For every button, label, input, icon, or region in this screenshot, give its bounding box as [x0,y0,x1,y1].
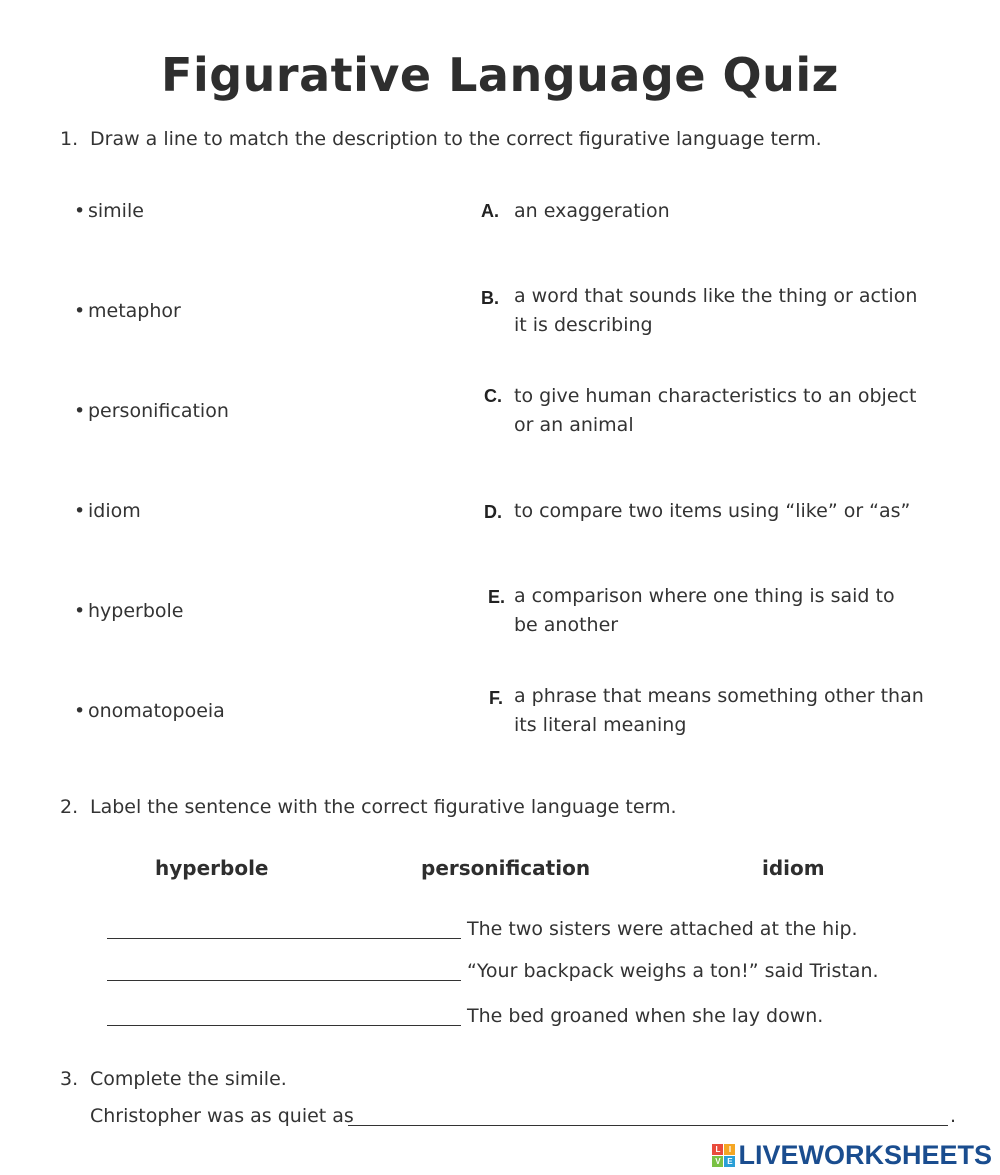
definition-item[interactable]: a phrase that means something other than its literal meaning [514,685,924,736]
answer-line[interactable] [107,938,461,939]
sentence: The bed groaned when she lay down. [467,1005,824,1027]
question-3 [60,1068,287,1090]
sentence: The two sisters were attached at the hip. [467,918,858,940]
question-2 [60,796,677,818]
question-prompt: Draw a line to match the description to the correct figurative language term. [90,128,822,150]
definition-letter: F. [489,688,504,708]
definition-letter: C. [484,386,502,406]
question-number: 2. [60,796,79,818]
definition-item[interactable]: a comparison where one thing is said to be another [514,585,895,636]
page-title: Figurative Language Quiz [161,48,839,102]
definition-letter: B. [481,288,499,308]
term-label: personification [88,400,229,422]
simile-answer-line[interactable] [348,1125,948,1126]
term-item[interactable]: • personification [74,400,229,422]
term-item[interactable]: • onomatopoeia [74,700,225,722]
term-label: hyperbole [88,600,184,622]
definition-item[interactable]: to give human characteristics to an object or an animal [514,385,917,436]
term-item[interactable]: • idiom [74,500,141,522]
answer-line[interactable] [107,1025,461,1026]
liveworksheets-logo-icon: L I V E [712,1144,735,1167]
liveworksheets-watermark [712,1140,992,1171]
question-prompt: Complete the simile. [90,1068,287,1090]
definition-letter: A. [481,201,499,221]
term-label: idiom [88,500,141,522]
definition-item[interactable]: an exaggeration [514,200,670,222]
word-bank-item: personification [421,856,591,880]
term-item[interactable]: • hyperbole [74,600,184,622]
definition-letter: E. [488,587,506,607]
term-label: metaphor [88,300,181,322]
word-bank-item: hyperbole [155,856,269,880]
term-label: simile [88,200,144,222]
answer-line[interactable] [107,980,461,981]
question-1 [60,128,822,150]
definition-letter: D. [484,502,502,522]
word-bank-item: idiom [762,856,825,880]
term-item[interactable]: • metaphor [74,300,181,322]
definition-item[interactable]: to compare two items using “like” or “as” [514,500,911,522]
question-prompt: Label the sentence with the correct figurative language term. [90,796,677,818]
question-number: 3. [60,1068,79,1090]
term-item[interactable]: • simile [74,200,144,222]
term-label: onomatopoeia [88,700,225,722]
sentence: “Your backpack weighs a ton!” said Tristan. [467,960,879,982]
watermark-text: LIVEWORKSHEETS [738,1140,992,1170]
sentence-end: . [950,1105,957,1127]
simile-sentence: Christopher was as quiet as [90,1105,354,1127]
question-number: 1. [60,128,79,150]
definition-item[interactable]: a word that sounds like the thing or action it is describing [514,285,918,336]
